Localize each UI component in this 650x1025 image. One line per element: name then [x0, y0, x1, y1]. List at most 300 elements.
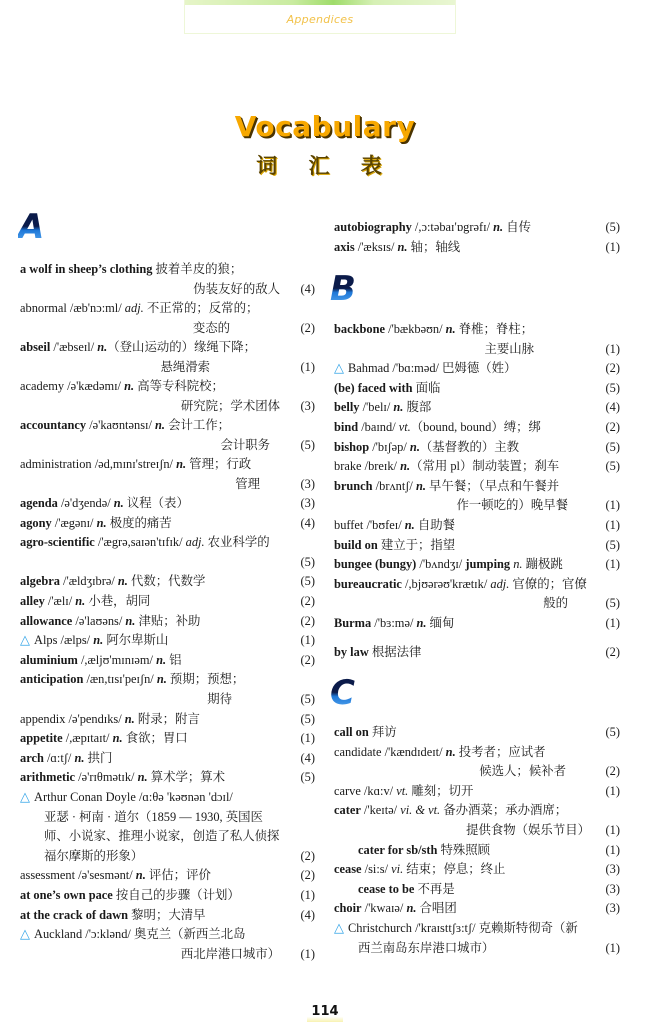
definition: 合唱团 [416, 901, 457, 916]
vocab-entry [20, 260, 320, 299]
headword: autobiography [334, 220, 412, 234]
phonetic: /breɪk/ [361, 459, 401, 474]
definition: 阿尔卑斯山 [103, 633, 169, 648]
phonetic: /ə'kaʊntənsɪ/ [86, 418, 155, 432]
phonetic: /æb'nɔ:ml/ [66, 301, 125, 315]
unit-number: (2) [300, 848, 315, 863]
phonetic: /'ælɪ/ [44, 594, 76, 608]
definition: /'bɑ:məd/ 巴姆德（姓） [389, 361, 517, 376]
unit-number: (1) [300, 946, 315, 961]
headword: carve [334, 783, 361, 798]
headword: agenda [20, 496, 58, 510]
headword: appendix [20, 711, 66, 726]
unit-number: (3) [300, 496, 315, 510]
page-title: Vocabulary [234, 110, 416, 143]
section-label: Appendices [286, 13, 354, 26]
unit-number: (2) [300, 868, 315, 883]
headword: alley [20, 594, 45, 608]
part-of-speech: n. [404, 518, 415, 532]
definition: 议程（表） [123, 496, 189, 510]
definition: 官僚的；官僚 [509, 576, 587, 591]
definition-cont: 主要山脉 [484, 341, 534, 356]
vocab-entry [20, 514, 320, 534]
headword: Burma [334, 616, 372, 630]
unit-number: (2) [300, 594, 315, 608]
definition: 农业科学的 [204, 535, 270, 550]
phonetic: /'ægrə,saɪən'tɪfɪk/ [94, 535, 186, 550]
vocab-entry [20, 749, 320, 769]
definition-cont: 伪装友好的敌人 [193, 281, 280, 296]
headword: arch [20, 750, 44, 765]
vocab-entry [20, 494, 320, 514]
part-of-speech: n. [113, 496, 124, 510]
part-of-speech: n. [445, 744, 456, 759]
definition: 不再是 [414, 881, 455, 896]
vocab-entry [20, 299, 320, 338]
page-subtitle-chinese: 词 汇 表 [256, 153, 394, 178]
part-of-speech: n. [124, 711, 135, 726]
vocab-entry [20, 455, 320, 494]
unit-number: (3) [605, 862, 620, 877]
phonetic: /'bʌndʒɪ/ [416, 557, 466, 572]
unit-number: (1) [605, 940, 620, 955]
definition: 算术学；算术 [147, 770, 226, 785]
vocab-entry [20, 416, 320, 455]
part-of-speech: n. [406, 901, 417, 916]
phonetic: /'bʊfeɪ/ [363, 518, 405, 532]
headword: assessment [20, 868, 76, 883]
headword: choir [334, 901, 362, 916]
vocab-entry [334, 555, 634, 575]
definition-cont: 作一顿吃的）晚早餐 [456, 498, 568, 513]
definition-cont: 研究院；学术团体 [180, 398, 280, 413]
phonetic: /'æbseɪl/ [50, 340, 98, 354]
headword: Christchurch [348, 921, 413, 935]
unit-number: (2) [605, 361, 620, 376]
vocab-entry [334, 398, 634, 418]
part-of-speech: n. [156, 652, 167, 667]
definition: 不正常的；反常的； [143, 301, 259, 315]
unit-number: (5) [605, 459, 620, 474]
phonetic: /əd,mɪnɪ'streɪʃn/ [91, 457, 177, 471]
vocab-entry [20, 925, 320, 964]
definition: 自传 [503, 220, 532, 234]
unit-number: (5) [300, 711, 315, 726]
part-of-speech: n. [397, 240, 408, 254]
headword: by law [334, 645, 369, 659]
headword: arithmetic [20, 770, 76, 785]
headword: belly [334, 400, 360, 415]
part-of-speech: n. [93, 633, 104, 648]
vocab-entry [334, 899, 634, 919]
vocab-entry [20, 906, 320, 926]
headword: algebra [20, 574, 60, 589]
definition: 铝 [166, 652, 182, 667]
definition: 蹦极跳 [522, 557, 563, 572]
definition: 预期；预想； [166, 672, 245, 687]
definition: 脊椎；脊柱； [455, 322, 534, 336]
triangle-marker-icon: △ [334, 361, 344, 377]
phonetic: /'æksɪs/ [354, 240, 398, 254]
unit-number: (4) [605, 400, 620, 415]
part-of-speech: n. [155, 418, 165, 432]
phonetic: /,æljʊ'mɪnɪəm/ [77, 652, 157, 667]
headword: buffet [334, 518, 364, 532]
vocab-entry [334, 457, 634, 477]
headword: build on [334, 537, 378, 552]
definition: 管理；行政 [186, 457, 252, 471]
vocab-entry [334, 782, 634, 802]
part-of-speech: vi. & vt. [400, 803, 441, 818]
part-of-speech: n. [416, 616, 427, 630]
vocab-entry [20, 886, 320, 906]
phonetic: /'bɪʃəp/ [369, 439, 410, 454]
vocab-entry [334, 614, 634, 634]
unit-number: (5) [605, 380, 620, 395]
triangle-marker-icon: △ [20, 790, 30, 805]
vocab-entry [20, 377, 320, 416]
phonetic: /ə'pendɪks/ [65, 711, 125, 726]
headword: candidate [334, 744, 382, 759]
vocab-entry [20, 612, 320, 632]
headword: academy [20, 379, 65, 393]
unit-number: (5) [605, 725, 620, 739]
part-of-speech: n. [97, 340, 108, 354]
definition: /'ɔ:klənd/ 奥克兰（新西兰北岛 [82, 927, 246, 942]
vocab-entry [334, 743, 634, 782]
unit-number: (3) [300, 398, 315, 413]
unit-number: (4) [300, 907, 315, 922]
headword: accountancy [20, 418, 87, 432]
unit-number: (2) [605, 645, 620, 659]
definition: 建立于；指望 [377, 537, 456, 552]
headword: brake [334, 459, 362, 474]
part-of-speech: n. [415, 478, 426, 493]
definition: 早午餐；（早点和午餐并 [425, 478, 560, 493]
definition-cont: 变态的 [192, 320, 230, 335]
part-of-speech: n. [510, 557, 523, 572]
vocab-entry [334, 516, 634, 536]
definition: 腹部 [403, 400, 432, 415]
definition: 备办酒菜；承办酒席； [440, 803, 568, 818]
part-of-speech: n. [135, 868, 146, 883]
unit-number: (3) [605, 881, 620, 896]
vocab-entry [334, 860, 634, 880]
headword: Arthur Conan Doyle [34, 790, 136, 804]
definition: 会计工作； [165, 418, 231, 432]
headword: bungee (bungy) [334, 557, 417, 572]
headword: brunch [334, 478, 373, 493]
definition-cont: 会计职务 [220, 437, 270, 452]
phonetic: /brʌntʃ/ [372, 478, 416, 493]
phonetic: /'kændɪdeɪt/ [381, 744, 446, 759]
unit-number: (2) [300, 320, 315, 335]
definition-cont: 提供食物（娱乐节目） [466, 822, 590, 837]
definition: 拱门 [84, 750, 113, 765]
vocab-entry [20, 710, 320, 730]
headword: Alps [34, 633, 58, 648]
definition: 食欲；胃口 [122, 731, 188, 746]
triangle-marker-icon: △ [334, 921, 344, 936]
vocab-entry [20, 631, 320, 651]
definition-cont: 管理 [235, 476, 260, 491]
definition: 根据法律 [368, 645, 422, 659]
unit-number: (1) [605, 240, 620, 254]
headword: a wolf in sheep’s clothing [20, 262, 153, 276]
unit-number: (5) [605, 439, 620, 454]
definition-cont: 师、小说家、推理小说家，创造了私人侦探 [44, 829, 280, 844]
vocab-entry [334, 723, 634, 743]
headword: cease [334, 862, 362, 877]
vocab-entry [334, 801, 634, 840]
headword: backbone [334, 322, 385, 336]
unit-number: (2) [605, 764, 620, 779]
phonetic: /'belɪ/ [359, 400, 394, 415]
unit-number: (1) [605, 822, 620, 837]
unit-number: (1) [300, 731, 315, 746]
part-of-speech: adj. [490, 576, 510, 591]
phonetic: /ɑ:tʃ/ [43, 750, 75, 765]
unit-number: (1) [605, 783, 620, 798]
unit-number: (5) [300, 574, 315, 589]
unit-number: (1) [300, 359, 315, 374]
headword: administration [20, 457, 92, 471]
unit-number: (5) [605, 596, 620, 611]
unit-number: (1) [605, 498, 620, 513]
part-of-speech: vt. [396, 783, 409, 798]
part-of-speech: n. [74, 750, 85, 765]
headword: aluminium [20, 652, 78, 667]
definition-cont: 候选人；候补者 [479, 764, 566, 779]
definition: （常用 pl）制动装置；刹车 [410, 459, 560, 474]
page-number: 114 [307, 1004, 343, 1022]
triangle-marker-icon: △ [20, 633, 30, 649]
definition: （登山运动的）缘绳下降； [107, 340, 256, 354]
vocab-entry [20, 788, 320, 866]
vocab-entry [20, 338, 320, 377]
unit-number: (1) [300, 888, 315, 902]
phonetic: /ə'rɪθmətɪk/ [75, 770, 138, 785]
unit-number: (2) [300, 652, 315, 667]
vocab-entry [20, 592, 320, 612]
unit-number: (4) [300, 515, 315, 530]
vocab-entry [334, 880, 634, 900]
phonetic: /'bɜ:mə/ [371, 616, 417, 630]
headword: appetite [20, 731, 63, 746]
phonetic: /,bjʊərəʊ'krætɪk/ [401, 576, 491, 591]
definition: 投考者；应试者 [455, 744, 546, 759]
part-of-speech: n. [137, 770, 148, 785]
definition: 亚瑟 · 柯南 · 道尔（1859 — 1930, 英国医 [44, 809, 263, 824]
phonetic: /'kwaɪə/ [361, 901, 407, 916]
unit-number: (2) [300, 613, 315, 628]
unit-number: (4) [300, 281, 315, 296]
definition: 结束；停息；终止 [403, 862, 506, 877]
part-of-speech: vt. [398, 420, 411, 434]
part-of-speech: vi. [391, 862, 404, 877]
definition: （基督教的）主教 [419, 439, 520, 454]
section-letter-a-icon: A [18, 207, 45, 247]
unit-number: (5) [300, 554, 315, 569]
vocab-entry [334, 359, 634, 379]
headword: agony [20, 515, 52, 530]
unit-number: (1) [605, 557, 620, 572]
section-letter-c-icon: C [330, 673, 355, 713]
headword: abseil [20, 340, 51, 354]
definition: 按自己的步骤（计划） [112, 888, 240, 902]
definition: 面临 [412, 380, 441, 395]
vocab-entry [334, 418, 634, 438]
definition-cont: 期待 [207, 691, 232, 706]
vocab-entry [334, 320, 634, 359]
phonetic: /'bækbəʊn/ [384, 322, 446, 336]
phonetic: /kɑ:v/ [360, 783, 397, 798]
part-of-speech: adj. [185, 535, 205, 550]
phonetic: /ə'laʊəns/ [72, 613, 126, 628]
vocab-entry [20, 866, 320, 886]
definition-cont: 福尔摩斯的形象） [44, 848, 144, 863]
vocab-entry [334, 841, 634, 861]
phonetic: /æn,tɪsɪ'peɪʃn/ [83, 672, 157, 687]
unit-number: (1) [605, 518, 620, 532]
headword: allowance [20, 613, 73, 628]
part-of-speech: n. [176, 457, 187, 471]
headword: agro-scientific [20, 535, 95, 550]
definition: 代数；代数学 [127, 574, 206, 589]
part-of-speech: n. [393, 400, 404, 415]
part-of-speech: n. [112, 731, 123, 746]
headword: axis [334, 240, 355, 254]
headword: anticipation [20, 672, 84, 687]
vocab-entry [334, 218, 634, 238]
definition: 评估；评价 [145, 868, 211, 883]
definition: 轴；轴线 [407, 240, 461, 254]
headword: call on [334, 725, 369, 739]
definition: 高等专科院校； [134, 379, 224, 393]
definition: （bound, bound）缚；绑 [410, 420, 541, 434]
part-of-speech: n. [156, 672, 167, 687]
vocab-entry [20, 670, 320, 709]
definition: 雕刻；切开 [408, 783, 474, 798]
unit-number: (1) [605, 616, 620, 630]
phonetic: /ælps/ [57, 633, 94, 648]
unit-number: (1) [605, 341, 620, 356]
vocab-entry [20, 572, 320, 592]
headword: Bahmad [348, 361, 390, 376]
vocab-entry [334, 575, 634, 614]
phonetic: /'keɪtə/ [360, 803, 401, 818]
phonetic: /ə'kædəmɪ/ [64, 379, 125, 393]
part-of-speech: n. [493, 220, 504, 234]
part-of-speech: n. [75, 594, 86, 608]
triangle-marker-icon: △ [20, 927, 30, 943]
definition: 黎明；大清早 [128, 907, 206, 922]
vocab-entry [334, 438, 634, 458]
phonetic: /ə'dʒendə/ [57, 496, 114, 510]
part-of-speech: n. [117, 574, 128, 589]
headword: at one’s own pace [20, 888, 113, 902]
headword: Auckland [34, 927, 83, 942]
headword: bureaucratic [334, 576, 402, 591]
unit-number: (3) [605, 901, 620, 916]
vocab-entry [20, 533, 320, 572]
phonetic: /,ɔ:təbaɪ'ɒgrəfɪ/ [411, 220, 494, 234]
vocab-entry [334, 238, 634, 258]
unit-number: (5) [300, 691, 315, 706]
headword: bind [334, 420, 359, 434]
vocab-entry [334, 477, 634, 516]
definition: 拜访 [368, 725, 397, 739]
definition-cont: 悬绳滑索 [160, 359, 210, 374]
vocab-entry [20, 768, 320, 788]
headword-part-2: jumping [465, 557, 511, 572]
phonetic: /'ægənɪ/ [51, 515, 97, 530]
unit-number: (1) [605, 842, 620, 857]
vocab-entry [20, 729, 320, 749]
section-letter-b-icon: B [330, 269, 356, 309]
vocab-entry [334, 643, 634, 663]
headword: at the crack of dawn [20, 907, 129, 922]
phonetic: /si:s/ [361, 862, 392, 877]
definition-cont: 西兰南岛东岸港口城市） [358, 940, 495, 955]
definition: 极度的痛苦 [106, 515, 172, 530]
headword: bishop [334, 439, 370, 454]
definition: 附录；附言 [134, 711, 200, 726]
unit-number: (5) [605, 537, 620, 552]
phonetic: /ɑ:θə 'kəʊnən 'dɔɪl/ [135, 790, 233, 804]
vocab-entry [334, 536, 634, 556]
unit-number: (3) [300, 476, 315, 491]
vocab-entry [334, 919, 634, 958]
part-of-speech: n. [125, 613, 136, 628]
definition-cont: 般的 [543, 596, 568, 611]
unit-number: (5) [300, 437, 315, 452]
unit-number: (5) [605, 220, 620, 234]
headword: (be) faced with [334, 380, 413, 395]
definition-cont: 西北岸港口城市） [180, 946, 280, 961]
headword: cater for sb/sth [358, 842, 438, 857]
definition: 津贴；补助 [135, 613, 201, 628]
running-header [184, 0, 456, 34]
part-of-speech: n. [96, 515, 107, 530]
headword: abnormal [20, 301, 67, 315]
headword: cater [334, 803, 361, 818]
vocab-entry [334, 379, 634, 399]
definition: /'kraɪsttʃɜ:tʃ/ 克赖斯特彻奇（新 [412, 921, 578, 935]
part-of-speech: adj. [124, 301, 144, 315]
phonetic: /,æpɪtaɪt/ [62, 731, 113, 746]
definition: 自助餐 [414, 518, 456, 532]
part-of-speech: n. [409, 439, 420, 454]
definition: 小巷，胡同 [85, 594, 151, 608]
unit-number: (2) [605, 420, 620, 434]
phonetic: /baɪnd/ [358, 420, 399, 434]
definition: 缅甸 [426, 616, 455, 630]
unit-number: (1) [300, 633, 315, 648]
part-of-speech: n. [400, 459, 411, 474]
vocab-entry [20, 651, 320, 671]
unit-number: (5) [300, 770, 315, 785]
unit-number: (4) [300, 750, 315, 765]
part-of-speech: n. [124, 379, 135, 393]
phonetic: /ə'sesmənt/ [75, 868, 136, 883]
definition: 披着羊皮的狼； [152, 262, 243, 276]
header-decorative-stripe [185, 0, 455, 5]
headword: cease to be [358, 881, 415, 896]
definition: 特殊照顾 [437, 842, 491, 857]
part-of-speech: n. [445, 322, 456, 336]
phonetic: /'ældʒɪbrə/ [59, 574, 118, 589]
